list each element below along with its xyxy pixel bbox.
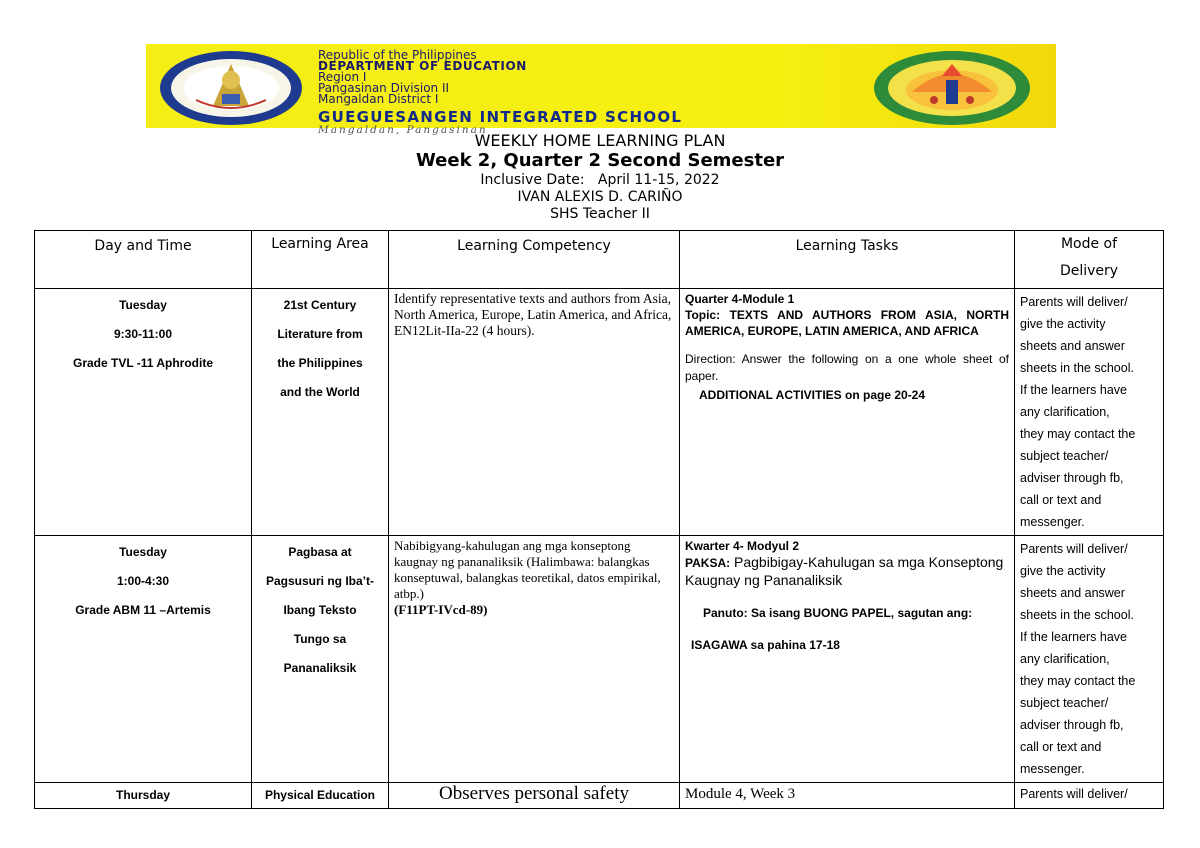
area-line: Pagsusuri ng Iba’t-: [265, 574, 374, 588]
task-topic: [685, 554, 1009, 589]
competency-cell: [389, 289, 680, 536]
delivery-line: give the activity: [1020, 564, 1106, 578]
day-label: Thursday: [115, 788, 170, 802]
delivery-line: call or text and: [1020, 740, 1102, 754]
delivery-line: give the activity: [1020, 317, 1106, 331]
area-line: Literature from: [277, 327, 363, 341]
grade-label: Grade TVL -11 Aphrodite: [72, 356, 214, 370]
school-seal-logo: [872, 50, 1032, 126]
task-topic-label: Topic:: [685, 308, 721, 322]
task-activity: ISAGAWA sa pahina 17-18: [691, 638, 840, 652]
delivery-cell: [1015, 536, 1164, 783]
school-town: Mangaldan, Pangasinan: [318, 124, 488, 136]
region-label: Region I: [318, 70, 367, 84]
delivery-line: any clarification,: [1020, 652, 1110, 666]
task-module: Kwarter 4- Modyul 2: [685, 539, 800, 553]
district-label: Mangaldan District I: [318, 92, 439, 106]
school-name: GUEGUESANGEN INTEGRATED SCHOOL: [318, 108, 683, 126]
table-row: [35, 536, 1164, 783]
delivery-line: subject teacher/: [1020, 449, 1109, 463]
header-mode-of-delivery: Mode of Delivery: [1015, 231, 1164, 289]
task-direction: Panuto: Sa isang BUONG PAPEL, sagutan ang:: [703, 606, 973, 620]
area-line: Pananaliksik: [283, 661, 357, 675]
table-row: [35, 289, 1164, 536]
header-learning-tasks: Learning Tasks: [680, 231, 1015, 289]
delivery-line: If the learners have: [1020, 383, 1128, 397]
delivery-line: sheets and answer: [1020, 586, 1125, 600]
plan-titles: [0, 131, 1200, 223]
header-learning-competency: Learning Competency: [389, 231, 680, 289]
task-activity: ADDITIONAL ACTIVITIES on page 20-24: [699, 388, 926, 402]
header-learning-area: Learning Area: [252, 231, 389, 289]
learning-area-cell: [252, 536, 389, 783]
day-label: Tuesday: [119, 298, 167, 312]
delivery-line: sheets in the school.: [1020, 361, 1134, 375]
grade-label: Grade ABM 11 –Artemis: [75, 603, 211, 617]
task-topic-text: TEXTS AND AUTHORS FROM ASIA, NORTH AMERICA, EUROPE, LATIN AMERICA, AND AFRICA: [685, 308, 1009, 338]
time-label: 1:00-4:30: [116, 574, 170, 588]
delivery-cell: [1015, 783, 1164, 809]
day-label: Tuesday: [119, 545, 167, 559]
area-line: the Philippines: [277, 356, 363, 370]
area-line: Physical Education: [264, 788, 376, 802]
delivery-line: they may contact the: [1020, 427, 1136, 441]
area-line: Ibang Teksto: [283, 603, 357, 617]
delivery-line: Parents will deliver/: [1020, 295, 1128, 309]
header-day-time: Day and Time: [35, 231, 252, 289]
plan-week: Week 2, Quarter 2 Second Semester: [415, 150, 785, 171]
area-line: 21st Century: [283, 298, 357, 312]
tasks-cell: [680, 536, 1015, 783]
competency-text: Nabibigyang-kahulugan ang mga konseptong kaugnay ng pananaliksik (Halimbawa: balangkas konseptuwal, balangkas teoretikal, datos empirikal, atbp.): [394, 538, 661, 601]
competency-code: (F11PT-IVcd-89): [394, 602, 488, 617]
time-label: 9:30-11:00: [113, 327, 173, 341]
delivery-line: messenger.: [1020, 515, 1085, 529]
delivery-cell: [1015, 289, 1164, 536]
tasks-cell: [680, 289, 1015, 536]
day-time-cell: [35, 783, 252, 809]
delivery-line: adviser through fb,: [1020, 471, 1124, 485]
table-header-row: [35, 231, 1164, 289]
area-line: and the World: [280, 385, 360, 399]
task-module: Quarter 4-Module 1: [685, 292, 795, 306]
delivery-line: If the learners have: [1020, 630, 1128, 644]
learning-area-cell: [252, 289, 389, 536]
day-time-cell: [35, 536, 252, 783]
delivery-line: they may contact the: [1020, 674, 1136, 688]
delivery-line: messenger.: [1020, 762, 1085, 776]
delivery-line: Parents will deliver/: [1020, 542, 1128, 556]
delivery-line: subject teacher/: [1020, 696, 1109, 710]
learning-plan-table: [34, 230, 1164, 809]
delivery-line: adviser through fb,: [1020, 718, 1124, 732]
plan-title: WEEKLY HOME LEARNING PLAN: [474, 131, 726, 150]
area-line: Pagbasa at: [288, 545, 352, 559]
department-label: DEPARTMENT OF EDUCATION: [318, 59, 527, 73]
delivery-line: any clarification,: [1020, 405, 1110, 419]
delivery-line: Parents will deliver/: [1020, 787, 1128, 801]
competency-text: Observes personal safety: [439, 783, 629, 804]
task-topic-label: PAKSA:: [685, 556, 731, 570]
division-label: Pangasinan Division II: [318, 81, 450, 95]
delivery-line: sheets and answer: [1020, 339, 1125, 353]
competency-text: Identify representative texts and authors from Asia, North America, Europe, Latin America, and Africa, EN12Lit-IIa-22 (4 hours).: [394, 291, 672, 338]
tasks-cell: [680, 783, 1015, 809]
banner-text-block: [318, 50, 858, 136]
table-row: [35, 783, 1164, 809]
task-module: Module 4, Week 3: [685, 786, 796, 802]
task-topic: [685, 307, 1009, 339]
republic-label: Republic of the Philippines: [318, 48, 477, 62]
task-direction: Direction: Answer the following on a one whole sheet of paper.: [685, 352, 1009, 383]
competency-cell: [389, 783, 680, 809]
teacher-name: IVAN ALEXIS D. CARIÑO: [517, 189, 683, 205]
plan-dates: Inclusive Date: April 11-15, 2022: [480, 172, 720, 188]
delivery-line: call or text and: [1020, 493, 1102, 507]
task-topic-text: Pagbibigay-Kahulugan sa mga Konseptong Kaugnay ng Pananaliksik: [685, 554, 1004, 588]
area-line: Tungo sa: [293, 632, 347, 646]
deped-seal-logo: [158, 50, 304, 126]
day-time-cell: [35, 289, 252, 536]
delivery-line: sheets in the school.: [1020, 608, 1134, 622]
teacher-position: SHS Teacher II: [550, 206, 650, 222]
learning-area-cell: [252, 783, 389, 809]
competency-cell: [389, 536, 680, 783]
